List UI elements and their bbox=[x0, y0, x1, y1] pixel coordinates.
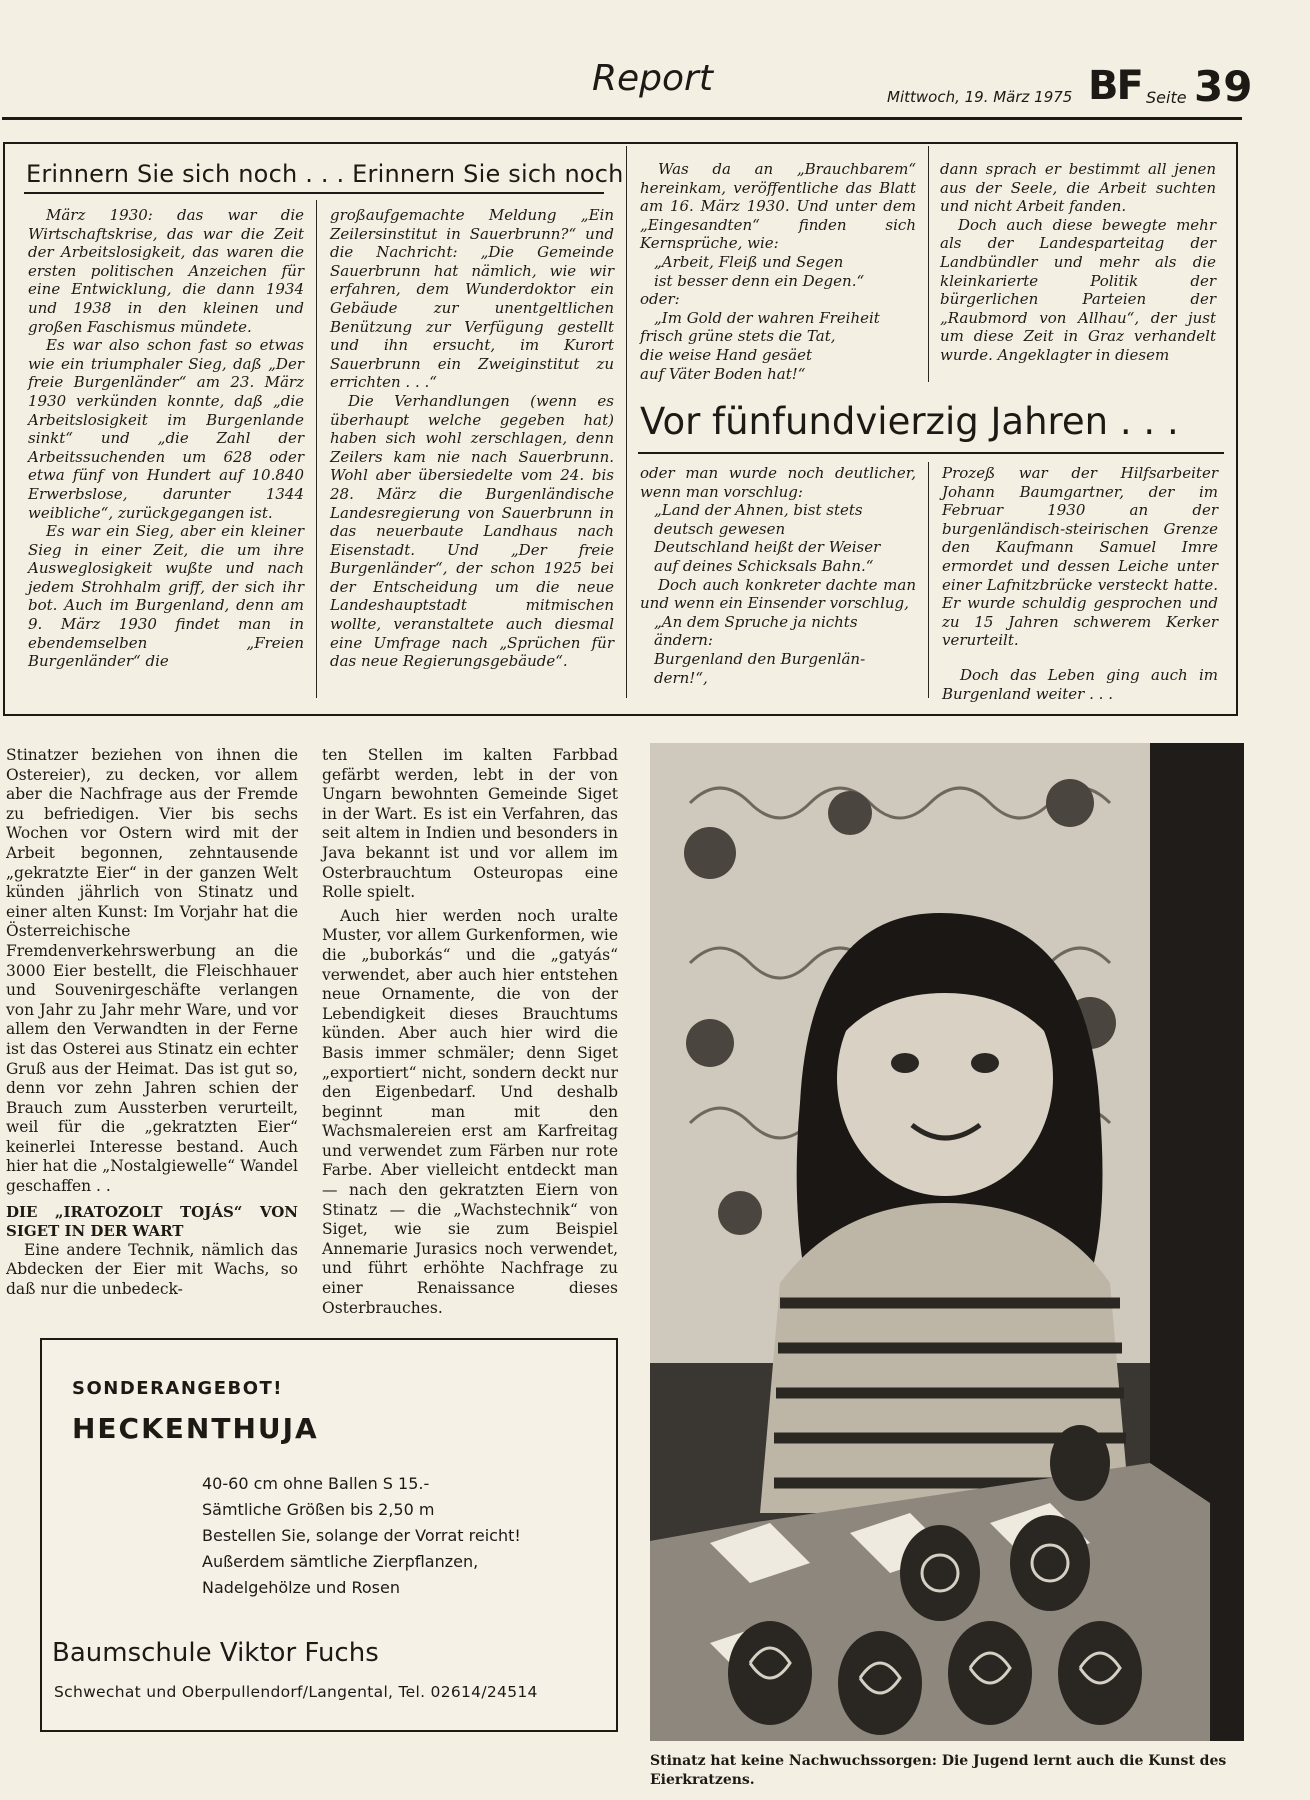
verse-line: auf deines Schicksals Bahn.“ bbox=[654, 556, 874, 575]
verse-line: „An dem Spruche ja nichts bbox=[654, 612, 858, 631]
feature-column-3-bottom bbox=[640, 464, 916, 687]
ad-company: Baumschule Viktor Fuchs bbox=[52, 1638, 379, 1668]
ad-line: Sämtliche Größen bis 2,50 m bbox=[202, 1500, 435, 1519]
page-label: Seite bbox=[1146, 88, 1187, 107]
verse-line: Deutschland heißt der Weiser bbox=[654, 538, 881, 557]
paragraph: Die Verhandlungen (wenn es überhaupt welche gegeben hat) haben sich wohl zerschlagen, denn Zeilers kam nie nach Sauerbrunn. Wohl aber übersiedelte vom 24. bis 28. März die Burgenländische Landesregierung von Sauerbrunn in das neuerbaute Landhaus nach Eisenstadt. Und „Der freie Burgenländer“, der schon 1925 bei der Entscheidung um die neue Landeshauptstadt mitmischen wollte, veranstaltete auch diesmal eine Umfrage nach „Sprüchen für das neue Regierungsgebäude“. bbox=[330, 391, 614, 671]
paragraph: Doch auch diese bewegte mehr als der Landesparteitag der Landbündler und mehr als die kleinkarierte Politik der bürgerlichen Parteien der „Raubmord von Allhau“, der just um diese Zeit in Graz verhandelt wurde. Angeklagter in diesem bbox=[940, 215, 1216, 364]
feature-column-2 bbox=[330, 206, 614, 671]
paragraph: März 1930: das war die Wirtschaftskrise, das war die Zeit der Arbeitslosigkeit, das waren die ersten politischen Anzeichen für eine Entwicklung, die dann 1934 und 1938 in den kleinen und großen Faschismus mündete. bbox=[28, 206, 304, 336]
verse-line: frisch grüne stets die Tat, bbox=[640, 327, 836, 346]
feature-column-4-top bbox=[940, 160, 1216, 365]
paragraph: Eine andere Technik, nämlich das Abdecken der Eier mit Wachs, so daß nur die unbedeck- bbox=[6, 1240, 298, 1298]
feature-column-4-bottom bbox=[942, 464, 1218, 703]
column-separator bbox=[626, 146, 627, 698]
verse-line: dern!“, bbox=[654, 668, 708, 687]
verse-line: „Im Gold der wahren Freiheit bbox=[654, 308, 880, 327]
ad-line: 40-60 cm ohne Ballen S 15.- bbox=[202, 1474, 430, 1493]
feature-headline: Erinnern Sie sich noch . . . Erinnern Sie sich noch bbox=[26, 160, 624, 188]
column-separator bbox=[316, 200, 317, 698]
verse-line: „Land der Ahnen, bist stets bbox=[654, 501, 863, 520]
verse-line: Burgenland den Burgenlän- bbox=[654, 649, 866, 668]
article-photo bbox=[650, 743, 1244, 1741]
ad-product: HECKENTHUJA bbox=[72, 1412, 319, 1445]
photo-child-with-eggs bbox=[650, 743, 1244, 1741]
paragraph: Doch das Leben ging auch im Burgenland weiter . . . bbox=[942, 665, 1218, 703]
newspaper-logo: BF bbox=[1088, 63, 1142, 109]
verse-line: auf Väter Boden hat!“ bbox=[640, 364, 806, 383]
paragraph: ten Stellen im kalten Farbbad gefärbt werden, lebt in der von Ungarn bewohnten Gemeinde Siget in der Wart. Es ist ein Verfahren, das seit altem in Indien und besonders in Java bekannt ist und vor allem im Osterbrauchtum Osteuropas eine Rolle spielt. bbox=[322, 746, 618, 902]
verse-line: oder: bbox=[640, 290, 680, 309]
ad-line: Bestellen Sie, solange der Vorrat reicht! bbox=[202, 1526, 521, 1545]
article-column-2 bbox=[322, 746, 618, 1318]
feature-column-3-top bbox=[640, 160, 916, 383]
paragraph: großaufgemachte Meldung „Ein Zeilersinstitut in Sauerbrunn?“ und die Nachricht: „Die Gemeinde Sauerbrunn hat nämlich, wie wir erfahren, dem Wunderdoktor ein Gebäude zur unentgeltlichen Benützung zur Verfügung gestellt und ihn ersucht, im Kurort Sauerbrunn ein Zweiginstitut zu errichten . . .“ bbox=[330, 206, 614, 392]
ad-line: Außerdem sämtliche Zierpflanzen, bbox=[202, 1552, 479, 1571]
paragraph: Prozeß war der Hilfsarbeiter Johann Baumgartner, der im Februar 1930 an der burgenländisch-steirischen Grenze den Kaufmann Samuel Imre ermordet und dessen Leiche unter einer Lafnitzbrücke versteckt hatte. Er wurde schuldig gesprochen und zu 15 Jahren schwerem Kerker verurteilt. bbox=[942, 464, 1218, 650]
page-number: 39 bbox=[1194, 62, 1253, 111]
feature-column-1 bbox=[28, 206, 304, 671]
column-separator bbox=[928, 146, 929, 382]
verse-line: „Arbeit, Fleiß und Segen bbox=[654, 252, 844, 271]
paragraph: Auch hier werden noch uralte Muster, vor allem Gurkenformen, wie die „buborkás“ und die „gatyás“ verwendet, aber auch hier entstehen neue Ornamente, die von der Lebendigkeit dieses Brauchtums künden. Aber auch hier wird die Basis immer schmäler; denn Siget „exportiert“ nicht, sondern deckt nur den Eigenbedarf. Und deshalb beginnt man mit den Wachsmalereien erst am Karfreitag und verwendet zum Färben nur rote Farbe. Aber vielleicht entdeckt man — nach den gekratzten Eiern von Stinatz — die „Wachstechnik“ von Siget, wie sie zum Beispiel Annemarie Jurasics noch verwendet, und führt erhöhte Nachfrage zu einer Renaissance dieses Osterbrauches. bbox=[322, 906, 618, 1317]
verse-line: deutsch gewesen bbox=[654, 519, 786, 538]
ad-address: Schwechat und Oberpullendorf/Langental, Tel. 02614/24514 bbox=[54, 1683, 538, 1701]
photo-caption: Stinatz hat keine Nachwuchssorgen: Die Jugend lernt auch die Kunst des Eierkratzens. bbox=[650, 1753, 1227, 1788]
section-title: Report bbox=[592, 58, 713, 99]
paragraph: oder man wurde noch deutlicher, wenn man vorschlug: bbox=[640, 464, 916, 501]
header-rule bbox=[2, 117, 1242, 120]
ad-line: Nadelgehölze und Rosen bbox=[202, 1578, 400, 1597]
headline-rule bbox=[24, 192, 604, 194]
verse-line: ändern: bbox=[654, 631, 713, 650]
issue-date: Mittwoch, 19. März 1975 bbox=[887, 88, 1073, 106]
verse-line: ist besser denn ein Degen.“ bbox=[654, 271, 865, 290]
article-subhead: DIE „IRATOZOLT TOJÁS“ VON SIGET IN DER WART bbox=[6, 1202, 298, 1240]
paragraph: Stinatzer beziehen von ihnen die Ostereier), zu decken, vor allem aber die Nachfrage aus der Fremde zu befriedigen. Vier bis sechs Wochen vor Ostern wird mit der Arbeit begonnen, zehntausende „gekratzte Eier“ in der ganzen Welt künden jährlich von Stinatz und einer alten Kunst: Im Vorjahr hat die Österreichische Fremdenverkehrswerbung an die 3000 Eier bestellt, die Fleischhauer und Souvenirgeschäfte verlangen von Jahr zu Jahr mehr Ware, und vor allem den Verwandten in der Ferne ist das Osterei aus Stinatz ein echter Gruß aus der Heimat. Das ist gut so, denn vor zehn Jahren schien der Brauch zum Aussterben verurteilt, weil für die „gekratzten Eier“ keinerlei Interesse bestand. Auch hier hat die „Nostalgiewelle“ Wandel geschaffen . . bbox=[6, 746, 298, 1196]
ad-label: SONDERANGEBOT! bbox=[72, 1378, 284, 1399]
paragraph: Es war also schon fast so etwas wie ein triumphaler Sieg, daß „Der freie Burgenländer“ am 23. März 1930 verkünden konnte, daß „die Arbeitslosigkeit im Burgenlande sinkt“ und „die Zahl der Arbeitssuchenden um 628 oder etwa fünf von Hundert auf 10.840 Erwerbslose, darunter 1344 weibliche“, zurückgegangen ist. bbox=[28, 336, 304, 522]
paragraph: Es war ein Sieg, aber ein kleiner Sieg in einer Zeit, die um ihre Ausweglosigkeit wußte und nach jedem Strohhalm griff, der sich ihr bot. Auch im Burgenland, denn am 9. März 1930 findet man in ebendemselben „Freien Burgenländer“ die bbox=[28, 522, 304, 671]
verse-line: die weise Hand gesäet bbox=[640, 345, 812, 364]
paragraph: Was da an „Brauchbarem“ hereinkam, veröffentliche das Blatt am 16. März 1930. Und unter dem „Eingesandten“ finden sich Kernsprüche, wie: bbox=[640, 160, 916, 253]
column-separator bbox=[928, 462, 929, 698]
subheadline-rule bbox=[638, 452, 1224, 454]
paragraph: Doch auch konkreter dachte man und wenn ein Einsender vorschlug, bbox=[640, 575, 916, 613]
paragraph: dann sprach er bestimmt all jenen aus der Seele, die Arbeit suchten und nicht Arbeit fanden. bbox=[940, 160, 1216, 216]
article-column-1 bbox=[6, 746, 298, 1299]
feature-subheadline: Vor fünfundvierzig Jahren . . . bbox=[640, 400, 1179, 443]
advertisement bbox=[40, 1338, 618, 1732]
